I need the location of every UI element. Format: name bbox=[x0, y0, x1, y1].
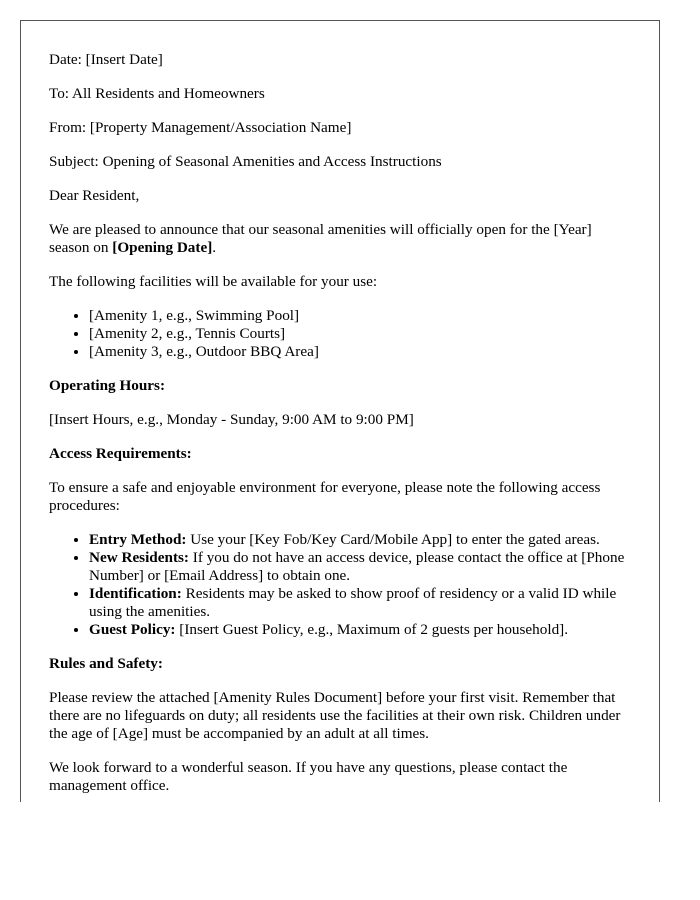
rules-text: Please review the attached [Amenity Rules Document] before your first visit. Remember that there are no lifeguards on duty; all residents use the facilities at their own risk. Children under the age of [Age] must be accompanied by an adult at all times. bbox=[49, 689, 621, 742]
list-item: • [Amenity 1, e.g., Swimming Pool] bbox=[89, 307, 631, 325]
intro-text-before: We are pleased to announce that our seasonal amenities will officially open for the [Year] season on bbox=[49, 221, 592, 256]
list-item bbox=[89, 585, 631, 621]
access-requirements-heading: Access Requirements: bbox=[49, 445, 192, 462]
list-item bbox=[89, 621, 631, 639]
facilities-intro: The following facilities will be available for your use: bbox=[49, 273, 378, 290]
to-line: To: All Residents and Homeowners bbox=[49, 85, 265, 102]
access-item-text: If you do not have an access device, please contact the office at [Phone Number] or [Email Address] to obtain one. bbox=[89, 549, 625, 584]
access-item-label: Guest Policy: bbox=[89, 621, 176, 638]
operating-hours-heading: Operating Hours: bbox=[49, 377, 166, 394]
list-item bbox=[89, 549, 631, 585]
access-list bbox=[49, 531, 631, 639]
access-intro: To ensure a safe and enjoyable environment for everyone, please note the following access procedures: bbox=[49, 479, 601, 514]
intro-text-after: . bbox=[212, 239, 217, 256]
intro-paragraph bbox=[49, 221, 631, 257]
opening-date: [Opening Date] bbox=[112, 239, 213, 256]
rules-heading: Rules and Safety: bbox=[49, 655, 163, 672]
list-item: • [Amenity 2, e.g., Tennis Courts] bbox=[89, 325, 631, 343]
subject-line: Subject: Opening of Seasonal Amenities and Access Instructions bbox=[49, 153, 442, 170]
access-item-label: Entry Method: bbox=[89, 531, 187, 548]
access-item-label: Identification: bbox=[89, 585, 182, 602]
list-item bbox=[89, 531, 631, 549]
closing-text: We look forward to a wonderful season. If you have any questions, please contact the management office. bbox=[49, 759, 568, 794]
letter-page bbox=[20, 20, 660, 802]
greeting: Dear Resident, bbox=[49, 187, 140, 204]
date-line: Date: [Insert Date] bbox=[49, 51, 163, 68]
list-item: • [Amenity 3, e.g., Outdoor BBQ Area] bbox=[89, 343, 631, 361]
access-item-text: Use your [Key Fob/Key Card/Mobile App] to enter the gated areas. bbox=[186, 531, 600, 548]
access-item-text: Residents may be asked to show proof of residency or a valid ID while using the amenities. bbox=[89, 585, 617, 620]
operating-hours-text: [Insert Hours, e.g., Monday - Sunday, 9:00 AM to 9:00 PM] bbox=[49, 411, 414, 428]
amenities-list bbox=[49, 307, 631, 361]
access-item-text: [Insert Guest Policy, e.g., Maximum of 2 guests per household]. bbox=[175, 621, 569, 638]
access-item-label: New Residents: bbox=[89, 549, 189, 566]
from-line: From: [Property Management/Association Name] bbox=[49, 119, 352, 136]
